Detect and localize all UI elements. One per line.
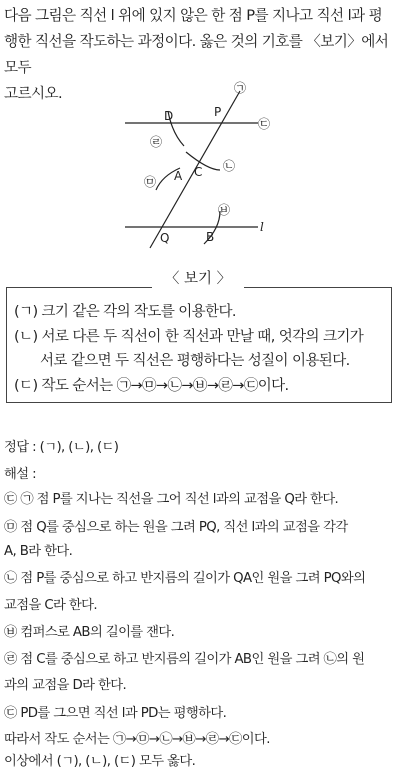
label-b: B <box>206 230 215 244</box>
bogi-item-1: (ㄱ) 크기 같은 각의 작도를 이용한다. <box>14 304 236 320</box>
bogi-title: 〈 보기 〉 <box>152 268 244 290</box>
explanation-line-3: A, B라 한다. <box>4 544 73 559</box>
question-line-1: 다음 그림은 직선 l 위에 있지 않은 한 점 P를 지나고 직선 l과 평 <box>4 7 383 24</box>
label-g: ㉠ <box>234 81 247 95</box>
bogi-item-2-cont: 서로 같으면 두 직선은 평행하다는 성질이 이용된다. <box>40 353 350 369</box>
label-c: C <box>194 165 203 179</box>
label-h: ㉥ <box>218 203 231 217</box>
explanation-line-4: ㉡ 점 P를 중심으로 하고 반지름의 길이가 QA인 원을 그려 PQ와의 <box>4 571 366 586</box>
label-q: Q <box>160 231 170 245</box>
label-a: A <box>174 169 183 183</box>
explanation-line-1: ㉢ ㉠ 점 P를 지나는 직선을 그어 직선 l과의 교점을 Q라 한다. <box>4 492 339 507</box>
explanation-line-9: ㉢ PD를 그으면 직선 l과 PD는 평행하다. <box>4 706 227 721</box>
explanation-line-5: 교점을 C라 한다. <box>4 598 98 613</box>
explanation-line-7: ㉣ 점 C를 중심으로 하고 반지름의 길이가 AB인 원을 그려 ㉡의 원 <box>4 652 365 667</box>
label-r: ㉣ <box>150 135 163 149</box>
explanation-heading: 해설 : <box>4 467 36 482</box>
explanation-line-10: 따라서 작도 순서는 ㉠→㉤→㉡→㉥→㉣→㉢이다. <box>4 732 270 747</box>
construction-figure <box>110 78 290 258</box>
label-d: D <box>164 109 174 123</box>
label-d2: ㉢ <box>258 117 271 131</box>
bogi-item-3: (ㄷ) 작도 순서는 ㉠→㉤→㉡→㉥→㉣→㉢이다. <box>14 378 289 394</box>
question-line-3: 고르시오. <box>4 85 63 102</box>
explanation-line-8: 과의 교점을 D라 한다. <box>4 678 127 693</box>
question-line-2: 행한 직선을 작도하는 과정이다. 옳은 것의 기호를 〈보기〉에서 모두 <box>4 33 389 76</box>
explanation-line-2: ㉤ 점 Q를 중심으로 하는 원을 그려 PQ, 직선 l과의 교점을 각각 <box>4 520 348 535</box>
explanation-line-11: 이상에서 (ㄱ), (ㄴ), (ㄷ) 모두 옳다. <box>4 754 196 769</box>
answer-line: 정답 : (ㄱ), (ㄴ), (ㄷ) <box>4 440 119 455</box>
explanation-line-6: ㉥ 컴퍼스로 AB의 길이를 잰다. <box>4 625 175 640</box>
label-n: ㉡ <box>223 159 236 173</box>
label-m: ㉤ <box>144 175 157 189</box>
label-p: P <box>214 105 222 119</box>
label-l: l <box>260 220 264 234</box>
bogi-item-2: (ㄴ) 서로 다른 두 직선이 한 직선과 만날 때, 엇각의 크기가 <box>14 329 364 345</box>
